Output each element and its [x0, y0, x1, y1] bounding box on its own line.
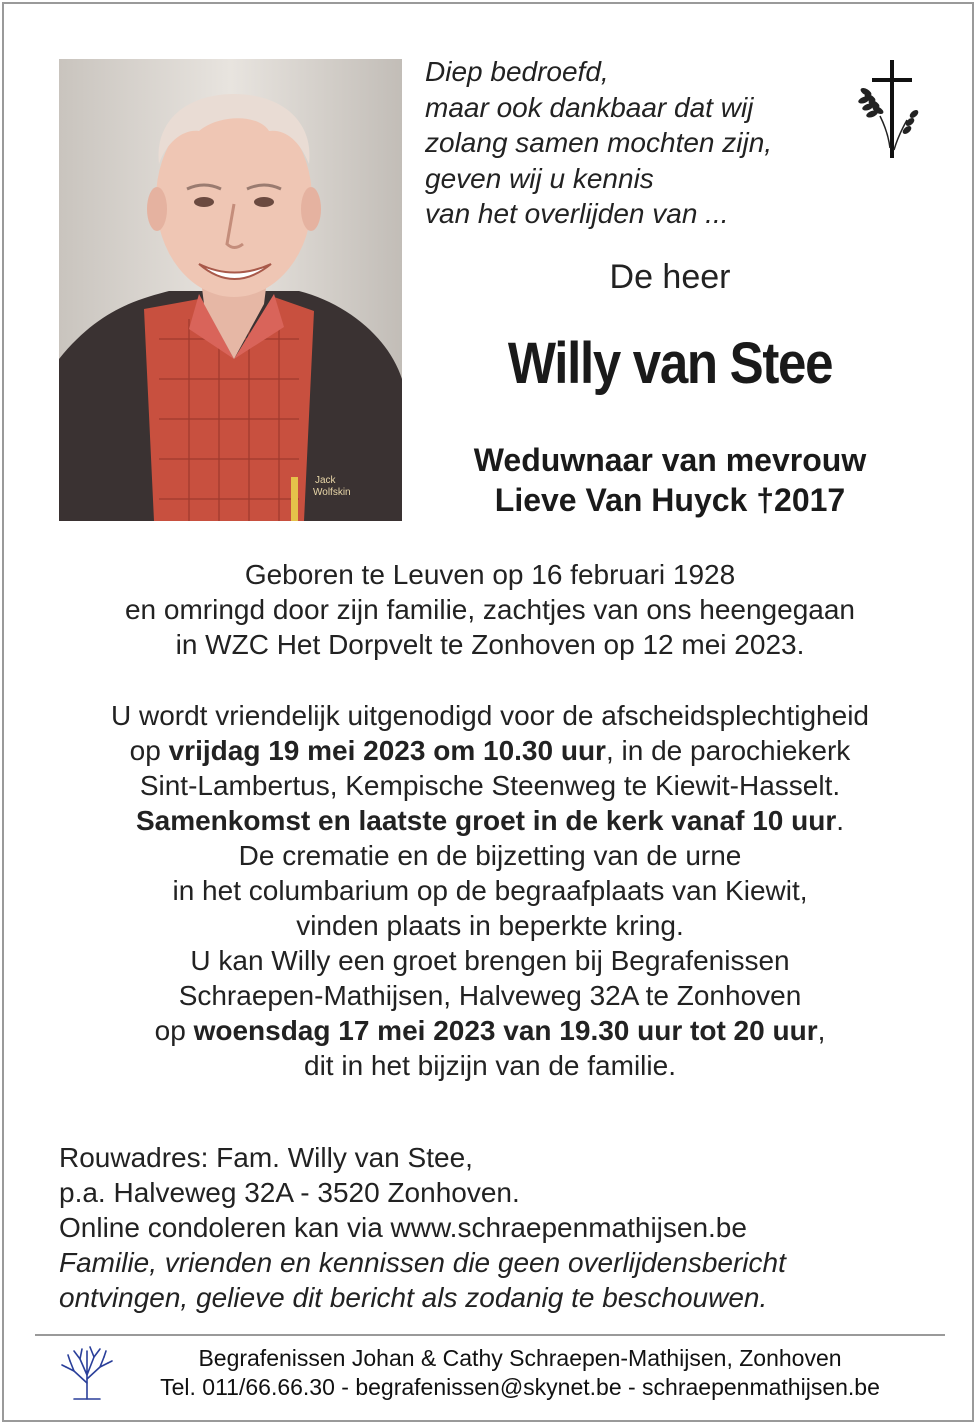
poem-line: zolang samen mochten zijn,: [425, 127, 773, 158]
ceremony-invitation: [0, 698, 980, 1083]
funeral-home-footer: [120, 1344, 920, 1402]
invite-line: U wordt vriendelijk uitgenodigd voor de afscheidsplechtigheid: [110, 700, 869, 731]
invite-text: .: [836, 805, 845, 836]
address-line: Rouwadres: Fam. Willy van Stee,: [59, 1142, 473, 1173]
cross-with-wheat-icon: [852, 60, 932, 160]
visitation-date: woensdag 17 mei 2023 van 19.30 uur tot 20 uur: [193, 1015, 818, 1046]
birth-line: Geboren te Leuven op 16 februari 1928: [244, 559, 736, 590]
deceased-name: Willy van Stee: [507, 331, 833, 396]
widower-line: Lieve Van Huyck †2017: [494, 482, 846, 518]
invite-text: , in de parochiekerk: [605, 735, 851, 766]
invite-text: op: [129, 735, 169, 766]
invite-line: Sint-Lambertus, Kempische Steenweg te Kiewit-Hasselt.: [139, 770, 841, 801]
footer-line: Begrafenissen Johan & Cathy Schraepen-Mathijsen, Zonhoven: [198, 1345, 842, 1371]
poem-line: Diep bedroefd,: [425, 56, 609, 87]
svg-text:Wolfskin: Wolfskin: [313, 487, 351, 498]
poem: [425, 54, 845, 232]
invite-line: vinden plaats in beperkte kring.: [296, 910, 684, 941]
honorific: De heer: [609, 258, 731, 296]
address-line: p.a. Halveweg 32A - 3520 Zonhoven.: [59, 1177, 520, 1208]
condolence-link[interactable]: Online condoleren kan via www.schraepenmathijsen.be: [59, 1212, 747, 1243]
invite-line: [0, 803, 980, 838]
birth-line: in WZC Het Dorpvelt te Zonhoven op 12 mei 2023.: [175, 629, 805, 660]
notice-disclaimer: Familie, vrienden en kennissen die geen overlijdensbericht: [59, 1247, 786, 1278]
invite-text: ,: [817, 1015, 826, 1046]
portrait-photo: [59, 59, 402, 521]
poem-line: geven wij u kennis: [425, 162, 654, 194]
invite-line: Schraepen-Mathijsen, Halveweg 32A te Zonhoven: [178, 980, 802, 1011]
gathering-time: Samenkomst en laatste groet in de kerk vanaf 10 uur: [135, 805, 837, 836]
birth-line: en omringd door zijn familie, zachtjes van ons heengegaan: [124, 594, 855, 625]
widower-notice: [410, 440, 930, 520]
footer-divider: [35, 1334, 945, 1336]
svg-text:Jack: Jack: [315, 475, 336, 486]
invite-line: [0, 733, 980, 768]
invite-text: op: [154, 1015, 194, 1046]
footer-contact[interactable]: Tel. 011/66.66.30 - begrafenissen@skynet.be - schraepenmathijsen.be: [160, 1374, 880, 1400]
poem-line: maar ook dankbaar dat wij: [425, 91, 754, 123]
birth-death-paragraph: [0, 557, 980, 662]
notice-disclaimer: ontvingen, gelieve dit bericht als zodanig te beschouwen.: [59, 1282, 768, 1313]
widower-line: Weduwnaar van mevrouw: [473, 442, 867, 478]
invite-line: in het columbarium op de begraafplaats van Kiewit,: [172, 875, 808, 906]
invite-line: [0, 1013, 980, 1048]
invite-line: U kan Willy een groet brengen bij Begrafenissen: [190, 945, 790, 976]
mourning-address: [59, 1140, 959, 1315]
poem-line: van het overlijden van ...: [425, 198, 729, 229]
invite-line: dit in het bijzijn van de familie.: [304, 1050, 676, 1081]
invite-line: De crematie en de bijzetting van de urne: [238, 840, 742, 871]
tree-logo-icon: [60, 1343, 114, 1401]
ceremony-date: vrijdag 19 mei 2023 om 10.30 uur: [168, 735, 606, 766]
